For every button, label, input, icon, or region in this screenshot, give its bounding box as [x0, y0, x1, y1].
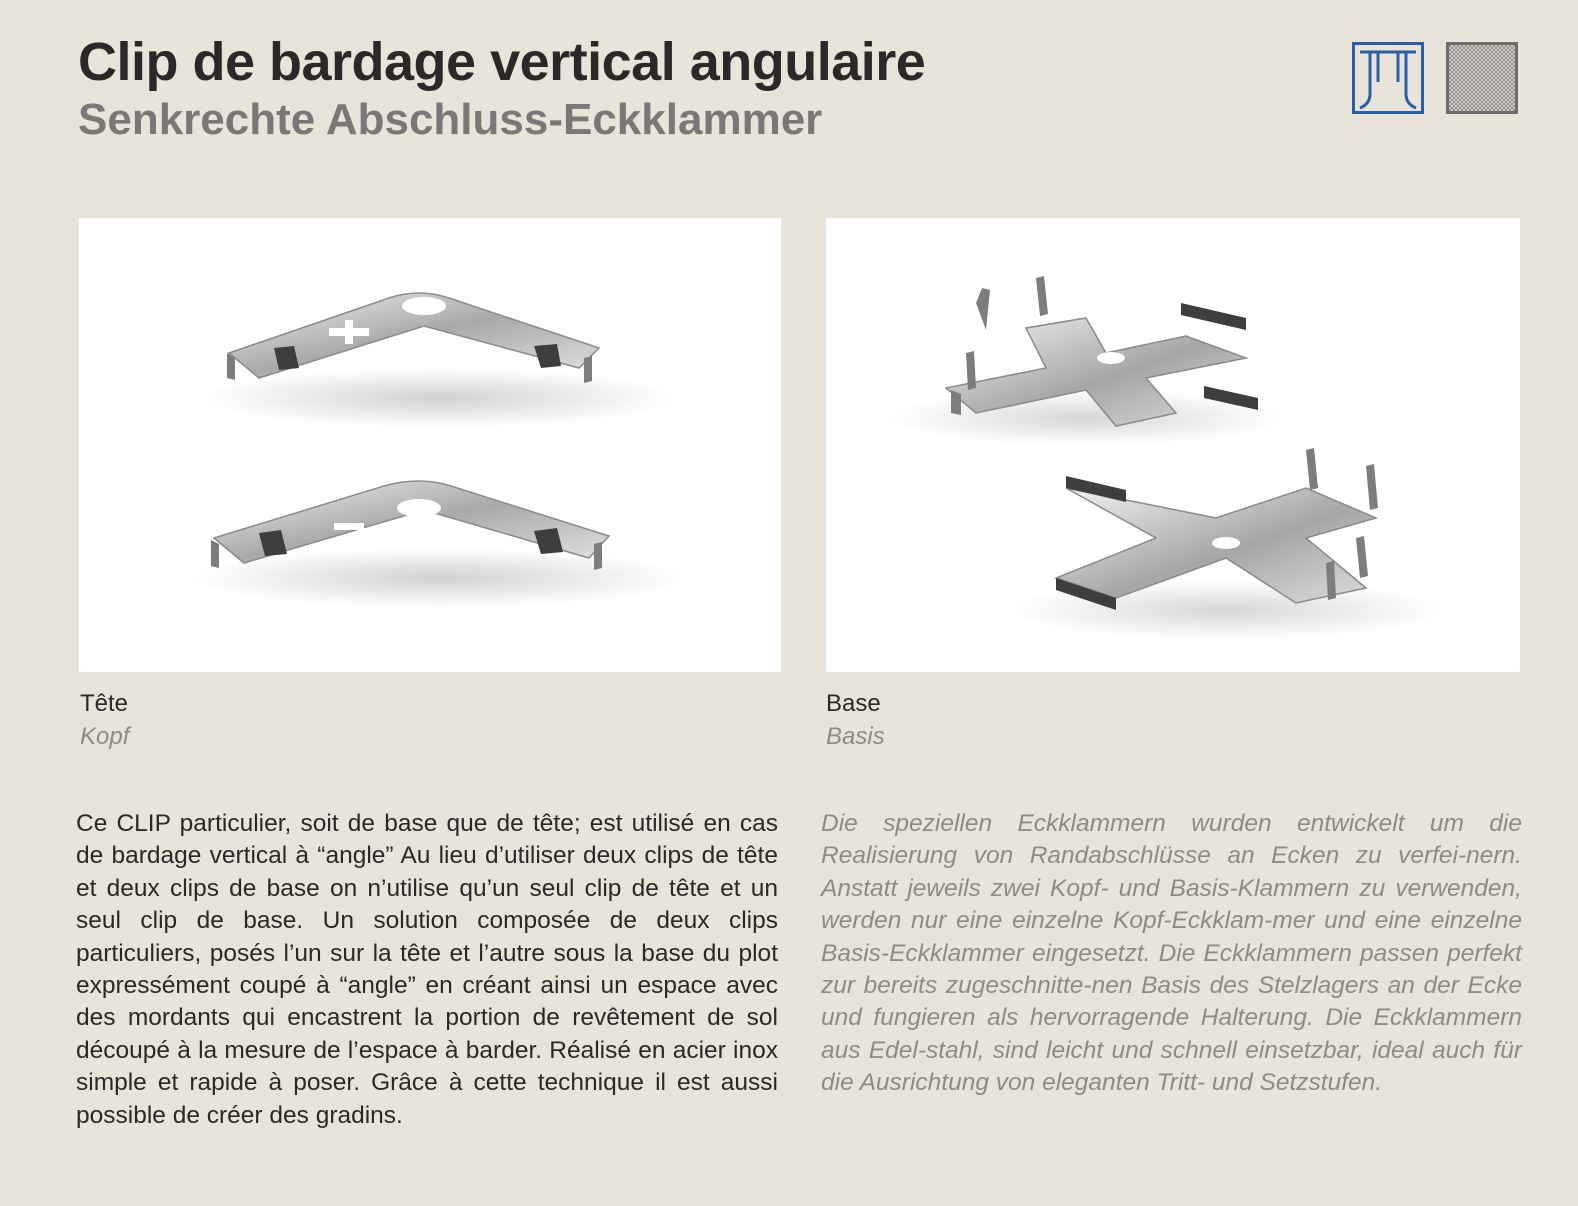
figure-caption-de: Basis [826, 723, 885, 750]
description-de: Die speziellen Eckklammern wurden entwickelt um die Realisierung von Randabschlüsse an Ecken zu verfei-nern. Anstatt jeweils zwei Kopf- und Basis-Klammern zu verwenden, werden nur eine einzelne Kopf-Eckklam-mer und eine einzelne Basis-Eckklammer eingesetzt. Die Eckklammern passen perfekt zur bereits zugeschnitte-nen Basis des Stelzlagers an der Ecke und fungieren als hervorragende Halterung. Die Eckklammern aus Edel-stahl, sind leicht und schnell einsetzbar, ideal auch für die Ausrichtung von eleganten Tritt- und Setzstufen. [821, 810, 1522, 1097]
page-subtitle: Senkrechte Abschluss-Eckklammer [78, 95, 823, 144]
figure-caption-fr: Tête [80, 690, 129, 717]
pedestal-profile-icon [1352, 42, 1424, 114]
description-fr: Ce CLIP particulier, soit de base que de tête; est utilisé en cas de bardage vertical à “angle” Au lieu d’utiliser deux clips de tête et deux clips de base on n’utilise qu’un seul clip de tête et un seul clip de base. Un solution composée de deux clips particuliers, posés l’un sur la tête et l’autre sous la base du plot expressément coupé à “angle” en créant ainsi un espace avec des mordants qui encastrent la portion de revêtement de sol découpé à la mesure de l’espace à barder. Réalisé en acier inox simple et rapide à poser. Grâce à cette technique il est aussi possible de créer des gradins. [76, 810, 778, 1129]
mesh-pattern-icon [1446, 42, 1518, 114]
cross-base-clip-photo [826, 218, 1520, 672]
figure-caption-fr: Base [826, 690, 881, 717]
page-title: Clip de bardage vertical angulaire [78, 32, 926, 92]
figure-caption-de: Kopf [80, 723, 130, 750]
corner-head-clip-photo [79, 218, 781, 672]
